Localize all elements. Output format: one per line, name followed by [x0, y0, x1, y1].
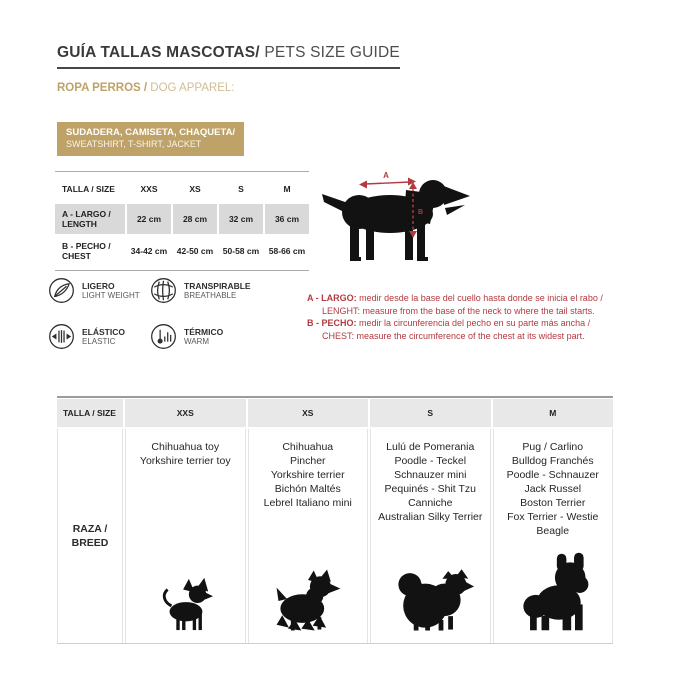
breed-item: Lebrel Italiano mini: [263, 497, 352, 509]
feature-breathable: [150, 277, 290, 304]
breed-item: Bichón Maltés: [274, 483, 341, 495]
note-a-es: [307, 292, 612, 305]
breed-row-label-en: BREED: [71, 537, 109, 549]
breed-column-m: [493, 429, 614, 643]
page-title-es: GUÍA TALLAS MASCOTAS/: [57, 44, 260, 61]
size-table-header-cell: XS: [189, 184, 201, 194]
breed-item: Boston Terrier: [520, 497, 586, 509]
note-b-label: B - PECHO:: [307, 318, 357, 328]
dog-measuring-diagram: [318, 170, 488, 265]
table-cell: 22 cm: [127, 204, 171, 234]
feature-lightweight: [48, 277, 150, 304]
feature-label-en: LIGHT WEIGHT: [82, 290, 140, 300]
breed-column-xs: [248, 429, 369, 643]
note-a-text: medir desde la base del cuello hasta donde se inicia el rabo /: [356, 293, 603, 303]
yorkshire-terrier-silhouette: [268, 568, 348, 632]
breed-item: Pequinés - Shit Tzu: [384, 483, 476, 495]
breed-table-header-cell: M: [493, 399, 614, 427]
page-title: [57, 44, 400, 69]
feature-label-es: ELÁSTICO: [82, 326, 125, 337]
breed-item: Bulldog Franchés: [511, 455, 594, 467]
table-cell: 50-58 cm: [222, 246, 260, 256]
page-subtitle-es: ROPA PERROS /: [57, 82, 148, 94]
breed-item: Canniche: [408, 497, 453, 509]
note-b-text: medir la circunferencia del pecho en su parte más ancha /: [356, 318, 591, 328]
breed-item: Lulú de Pomerania: [386, 441, 475, 453]
breed-list-m: [494, 440, 613, 538]
category-line-es: SUDADERA, CAMISETA, CHAQUETA/: [66, 127, 236, 138]
note-a-label: A - LARGO:: [307, 293, 357, 303]
thermometer-icon: [150, 323, 177, 350]
breed-column-s: [370, 429, 491, 643]
category-box: [57, 122, 244, 156]
breed-item: Poodle - Schnauzer: [506, 469, 599, 481]
elastic-icon: [48, 323, 75, 350]
breed-item: Jack Russel: [524, 483, 582, 495]
feature-label-es: TÉRMICO: [184, 326, 224, 337]
feature-label-es: TRANSPIRABLE: [184, 280, 251, 291]
mesh-icon: [150, 277, 177, 304]
measuring-notes: [307, 292, 612, 342]
feather-icon: [48, 277, 75, 304]
svg-text:A: A: [383, 171, 389, 180]
size-table-header-cell: XXS: [140, 184, 158, 194]
breed-row-label: [57, 429, 123, 643]
breed-table-header-cell: S: [370, 399, 491, 427]
breed-column-xxs: [125, 429, 246, 643]
feature-list: [48, 277, 290, 350]
table-cell: 34-42 cm: [130, 246, 168, 256]
measure-arrow-a: [359, 171, 416, 189]
page-subtitle-en: DOG APPAREL:: [147, 82, 235, 94]
page-title-en: PETS SIZE GUIDE: [259, 44, 400, 61]
breed-table-body: [57, 429, 613, 644]
french-bulldog-silhouette: [509, 552, 597, 632]
size-table: [55, 171, 309, 271]
breed-table-header: [57, 396, 613, 427]
breed-item: Chihuahua toy: [151, 441, 220, 453]
size-table-header-cell: TALLA / SIZE: [62, 184, 115, 194]
table-cell: 32 cm: [219, 204, 263, 234]
breed-item: Poodle - Teckel: [394, 455, 467, 467]
breed-list-s: [371, 440, 490, 524]
pomeranian-silhouette: [385, 562, 475, 632]
page-subtitle: [57, 82, 234, 94]
table-cell: 36 cm: [265, 204, 309, 234]
breed-table-header-cell: TALLA / SIZE: [57, 399, 123, 427]
breed-list-xxs: [126, 440, 245, 468]
feature-label-en: BREATHABLE: [184, 290, 237, 300]
chihuahua-silhouette: [154, 576, 216, 632]
note-a-en: LENGHT: measure from the base of the neck to where the tail starts.: [322, 305, 595, 316]
size-table-header-cell: M: [283, 184, 291, 194]
note-b-en: CHEST: measure the circumference of the chest at its widest part.: [322, 330, 585, 341]
breed-list-xs: [249, 440, 368, 510]
feature-label-en: ELASTIC: [82, 336, 116, 346]
size-table-header: [55, 176, 309, 202]
feature-elastic: [48, 323, 150, 350]
breed-item: Yorkshire terrier: [270, 469, 345, 481]
breed-table-header-cell: XXS: [125, 399, 246, 427]
note-b-es: [307, 317, 612, 330]
breed-item: Beagle: [536, 525, 570, 537]
table-cell: 58-66 cm: [268, 246, 306, 256]
feature-warm: [150, 323, 290, 350]
breed-table: [57, 396, 613, 644]
svg-text:B: B: [418, 209, 424, 216]
size-table-header-cell: S: [238, 184, 244, 194]
breed-row-label-es: RAZA /: [72, 523, 108, 535]
breed-item: Chihuahua: [282, 441, 334, 453]
size-table-row-length: [55, 204, 309, 234]
category-line-en: SWEATSHIRT, T-SHIRT, JACKET: [66, 138, 202, 149]
breed-table-header-cell: XS: [248, 399, 369, 427]
feature-label-en: WARM: [184, 336, 210, 346]
breed-item: Pincher: [289, 455, 326, 467]
breed-item: Yorkshire terrier toy: [139, 455, 231, 467]
table-cell: 42-50 cm: [176, 246, 214, 256]
size-table-row-chest: [55, 236, 309, 266]
row-label: B - PECHO / CHEST: [62, 241, 111, 261]
row-label: A - LARGO / LENGTH: [55, 204, 125, 234]
breed-item: Schnauzer mini: [394, 469, 467, 481]
dog-silhouette: [322, 180, 470, 261]
feature-label-es: LIGERO: [82, 280, 115, 291]
breed-item: Australian Silky Terrier: [378, 511, 483, 523]
breed-item: Fox Terrier - Westie: [507, 511, 599, 523]
table-cell: 28 cm: [173, 204, 217, 234]
breed-item: Pug / Carlino: [522, 441, 584, 453]
